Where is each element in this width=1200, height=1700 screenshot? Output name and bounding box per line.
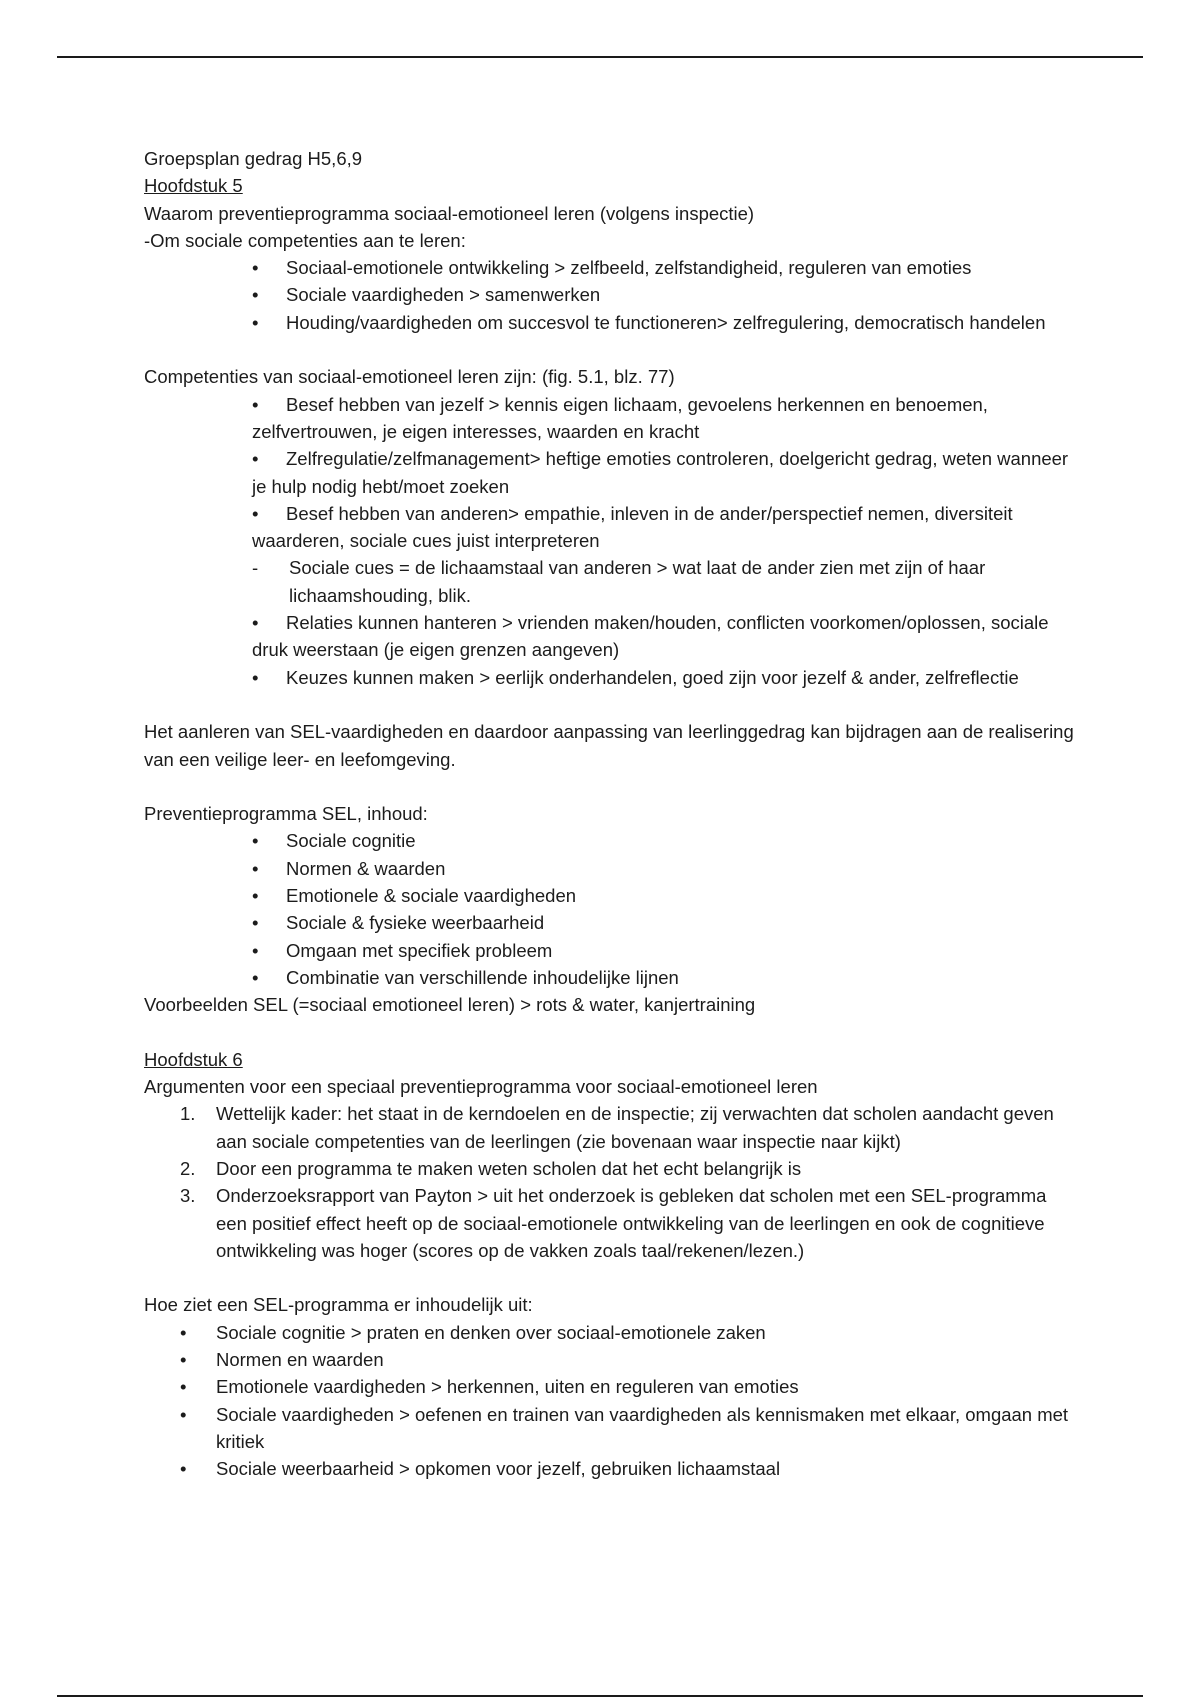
bullet-icon: • bbox=[252, 448, 259, 470]
list-item: • Sociale cognitie bbox=[144, 827, 1074, 854]
list-item: • Sociale vaardigheden > samenwerken bbox=[144, 281, 1074, 308]
bullet-icon: • bbox=[252, 830, 259, 852]
bullet-icon: • bbox=[252, 257, 259, 279]
bullet-icon: • bbox=[252, 912, 259, 934]
argumenten-line: Argumenten voor een speciaal preventieprogramma voor sociaal-emotioneel leren bbox=[144, 1076, 818, 1098]
list-item: • Emotionele & sociale vaardigheden bbox=[144, 882, 1074, 909]
dash-icon: - bbox=[252, 557, 259, 579]
bullet-icon: • bbox=[252, 393, 259, 415]
document-body bbox=[144, 145, 1074, 1483]
chapter-6-heading: Hoofdstuk 6 bbox=[144, 1048, 243, 1070]
hoe-heading: Hoe ziet een SEL-programma er inhoudelijk uit: bbox=[144, 1294, 533, 1316]
list-item: 2. Door een programma te maken weten scholen dat het echt belangrijk is bbox=[180, 1157, 802, 1179]
sel-competence-list bbox=[144, 391, 1074, 691]
list-item: • Combinatie van verschillende inhoudelijke lijnen bbox=[144, 964, 1074, 991]
aanleren-paragraph: Het aanleren van SEL-vaardigheden en daardoor aanpassing van leerlinggedrag kan bijdragen aan de realisering van een veilige leer- en leefomgeving. bbox=[144, 721, 1074, 770]
chapter-5-heading: Hoofdstuk 5 bbox=[144, 175, 243, 197]
bullet-icon: • bbox=[252, 502, 259, 524]
bullet-icon: • bbox=[252, 666, 259, 688]
argument-list bbox=[144, 1100, 1074, 1264]
list-item: • Keuzes kunnen maken > eerlijk onderhandelen, goed zijn voor jezelf & ander, zelfreflectie bbox=[144, 664, 1074, 691]
bullet-icon: • bbox=[180, 1349, 187, 1371]
list-item: • Normen & waarden bbox=[144, 855, 1074, 882]
bullet-icon: • bbox=[180, 1403, 187, 1425]
list-item: 3. Onderzoeksrapport van Payton > uit het onderzoek is gebleken dat scholen met een SEL-programma een positief effect heeft op de sociaal-emotionele ontwikkeling van de leerlingen en ook de cognitieve ontwikkeling was hoger (scores op de vakken zoals taal/rekenen/lezen.) bbox=[180, 1185, 1047, 1261]
bullet-icon: • bbox=[252, 966, 259, 988]
bullet-icon: • bbox=[252, 939, 259, 961]
list-item: • Normen en waarden bbox=[144, 1346, 1074, 1373]
bullet-icon: • bbox=[180, 1458, 187, 1480]
list-item: • Sociale vaardigheden > oefenen en trainen van vaardigheden als kennismaken met elkaar, omgaan met kritiek bbox=[144, 1401, 1074, 1456]
document-title: Groepsplan gedrag H5,6,9 bbox=[144, 148, 363, 169]
list-item: • Emotionele vaardigheden > herkennen, uiten en reguleren van emoties bbox=[144, 1373, 1074, 1400]
list-item: • Sociale & fysieke weerbaarheid bbox=[144, 909, 1074, 936]
list-item: • Sociale cognitie > praten en denken over sociaal-emotionele zaken bbox=[144, 1319, 1074, 1346]
list-item: • Sociaal-emotionele ontwikkeling > zelfbeeld, zelfstandigheid, reguleren van emoties bbox=[144, 254, 1074, 281]
list-item: • Relaties kunnen hanteren > vrienden maken/houden, conflicten voorkomen/oplossen, sociale druk weerstaan (je eigen grenzen aangeven) bbox=[144, 609, 1074, 664]
voorbeelden-line: Voorbeelden SEL (=sociaal emotioneel leren) > rots & water, kanjertraining bbox=[144, 994, 756, 1016]
list-item: • Omgaan met specifiek probleem bbox=[144, 937, 1074, 964]
waarom-line: Waarom preventieprogramma sociaal-emotioneel leren (volgens inspectie) bbox=[144, 202, 755, 224]
preventie-content-list bbox=[144, 827, 1074, 991]
list-item: - Sociale cues = de lichaamstaal van anderen > wat laat de ander zien met zijn of haar lichaamshouding, blik. bbox=[144, 554, 1074, 609]
bullet-icon: • bbox=[252, 857, 259, 879]
bullet-icon: • bbox=[252, 885, 259, 907]
om-line: -Om sociale competenties aan te leren: bbox=[144, 229, 466, 251]
list-item: • Besef hebben van anderen> empathie, inleven in de ander/perspectief nemen, diversiteit waarderen, sociale cues juist interpreteren bbox=[144, 500, 1074, 555]
list-item: • Zelfregulatie/zelfmanagement> heftige emoties controleren, doelgericht gedrag, weten wanneer je hulp nodig hebt/moet zoeken bbox=[144, 445, 1074, 500]
bullet-icon: • bbox=[252, 311, 259, 333]
competenties-heading: Competenties van sociaal-emotioneel leren zijn: (fig. 5.1, blz. 77) bbox=[144, 366, 675, 388]
bullet-icon: • bbox=[252, 612, 259, 634]
bullet-icon: • bbox=[252, 284, 259, 306]
list-item: • Besef hebben van jezelf > kennis eigen lichaam, gevoelens herkennen en benoemen, zelfvertrouwen, je eigen interesses, waarden en kracht bbox=[144, 391, 1074, 446]
programma-list bbox=[144, 1319, 1074, 1483]
bullet-icon: • bbox=[180, 1321, 187, 1343]
footer-rule bbox=[57, 1695, 1143, 1697]
list-item: 1. Wettelijk kader: het staat in de kerndoelen en de inspectie; zij verwachten dat scholen aandacht geven aan sociale competenties van de leerlingen (zie bovenaan waar inspectie naar kijkt) bbox=[180, 1103, 1054, 1152]
preventie-heading: Preventieprogramma SEL, inhoud: bbox=[144, 803, 428, 825]
list-item: • Houding/vaardigheden om succesvol te functioneren> zelfregulering, democratisch handelen bbox=[144, 309, 1074, 336]
header-rule bbox=[57, 56, 1143, 58]
list-item: • Sociale weerbaarheid > opkomen voor jezelf, gebruiken lichaamstaal bbox=[144, 1455, 1074, 1482]
bullet-icon: • bbox=[180, 1376, 187, 1398]
competence-list bbox=[144, 254, 1074, 336]
